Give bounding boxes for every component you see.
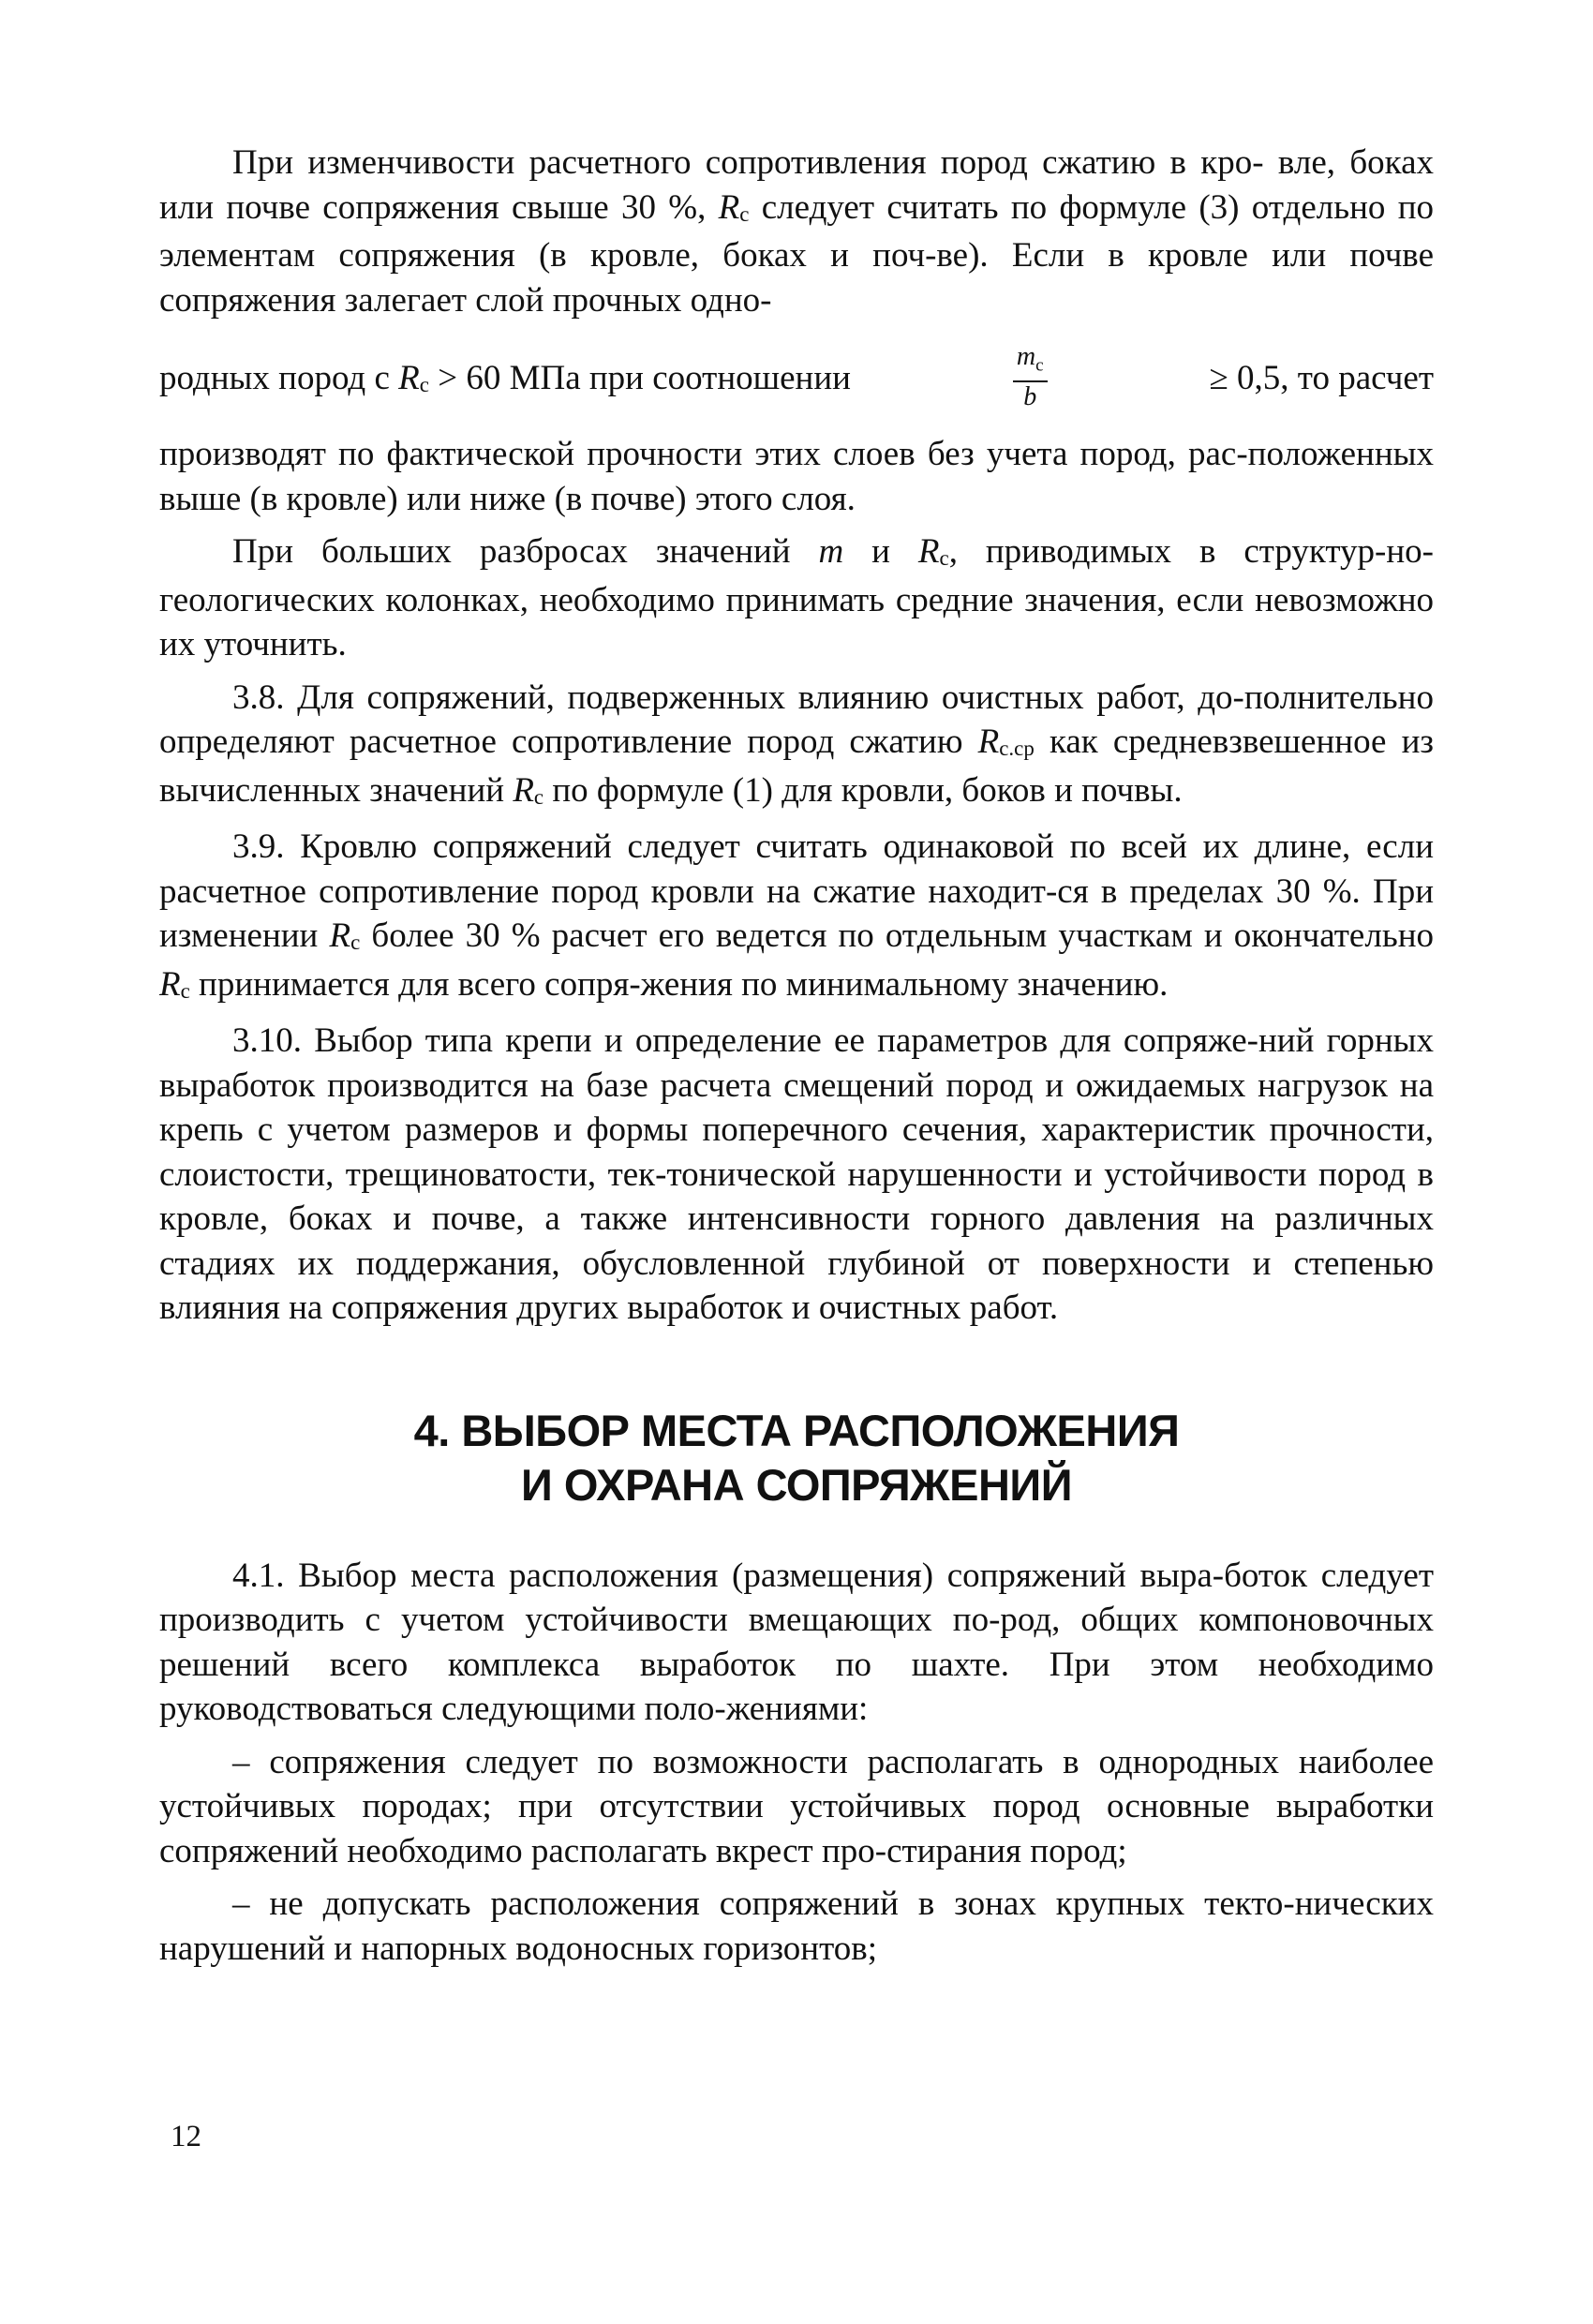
list-item-tectonic: – не допускать расположения сопряжений в зонах крупных текто-нических нарушений и напорных водоносных горизонтов; bbox=[159, 1885, 1434, 1968]
paragraph-continuation: производят по фактической прочности этих слоев без учета пород, рас-положенных выше (в кровле) или ниже (в почве) этого слоя. bbox=[159, 435, 1434, 518]
list-item-homogeneous: – сопряжения следует по возможности располагать в однородных наиболее устойчивых породах; при отсутствии устойчивых пород основные выработки сопряжений необходимо располагать вкрест про-стирания пород; bbox=[159, 1742, 1434, 1870]
text-span: При изменчивости расчетного сопротивления пород сжатию в кро- bbox=[232, 143, 1264, 182]
heading-line-1: 4. ВЫБОР МЕСТА РАСПОЛОЖЕНИЯ bbox=[413, 1405, 1180, 1455]
page-body bbox=[159, 141, 1434, 1979]
formula-text-left: родных пород с Rc > 60 МПа при соотношении bbox=[159, 358, 851, 397]
paragraph-3-8: 3.8. Для сопряжений, подверженных влиянию очистных работ, до-полнительно определяют расчетное сопротивление пород сжатию Rc.ср как средневзвешенное из вычисленных значений Rc по формуле (1) для кровли, боков и почвы. bbox=[159, 678, 1434, 810]
paragraph-3-10: 3.10. Выбор типа крепи и определение ее параметров для сопряже-ний горных выработок производится на базе расчета смещений пород и ожидаемых нагрузок на крепь с учетом размеров и формы поперечного сечения, характеристик прочности, слоистости, трещиноватости, тек-тонической нарушенности и устойчивости пород в кровле, боках и почве, а также интенсивности горного давления на различных стадиях их поддержания, обусловленной глубиной от поверхности и степенью влияния на сопряжения других выработок и очистных работ. bbox=[159, 1021, 1434, 1327]
paragraph-variability bbox=[159, 141, 1434, 322]
fraction-mc-over-b: $\frac{m_c}{b}$ bbox=[1013, 343, 1048, 412]
heading-line-2: И ОХРАНА СОПРЯЖЕНИЙ bbox=[521, 1459, 1072, 1510]
text-span: следует считать по формуле (3) отдельно по элементам сопряжения (в кровле, боках и поч-ве). Если в кровле или почве сопряжения залегает слой прочных одно- bbox=[159, 187, 1434, 320]
paragraph-3-9: 3.9. Кровлю сопряжений следует считать одинаковой по всей их длине, если расчетное сопротивление пород кровли на сжатие находит-ся в пределах 30 %. При изменении Rc более 30 % расчет его ведется по отдельным участкам и окончательно Rc принимается для всего сопря-жения по минимальному значению. bbox=[159, 827, 1434, 1004]
formula-line bbox=[159, 327, 1434, 428]
text-span: вле, боках или почве сопряжения свыше 30 %, bbox=[159, 143, 1434, 227]
page-number: 12 bbox=[171, 2120, 201, 2153]
formula-text-right: ≥ 0,5, то расчет bbox=[1209, 358, 1434, 397]
paragraph-4-1: 4.1. Выбор места расположения (размещения) сопряжений выра-боток следует производить с учетом устойчивости вмещающих по-род, общих компоновочных решений всего комплекса выработок по шахте. При этом необходимо руководствоваться следующими поло-жениями: bbox=[159, 1556, 1434, 1728]
symbol-rc: Rc bbox=[718, 187, 750, 227]
paragraph-scatter: При больших разбросах значений m и Rc, приводимых в структур-но-геологических колонках, необходимо принимать средние значения, если невозможно их уточнить. bbox=[159, 532, 1434, 663]
section-heading bbox=[159, 1404, 1434, 1512]
